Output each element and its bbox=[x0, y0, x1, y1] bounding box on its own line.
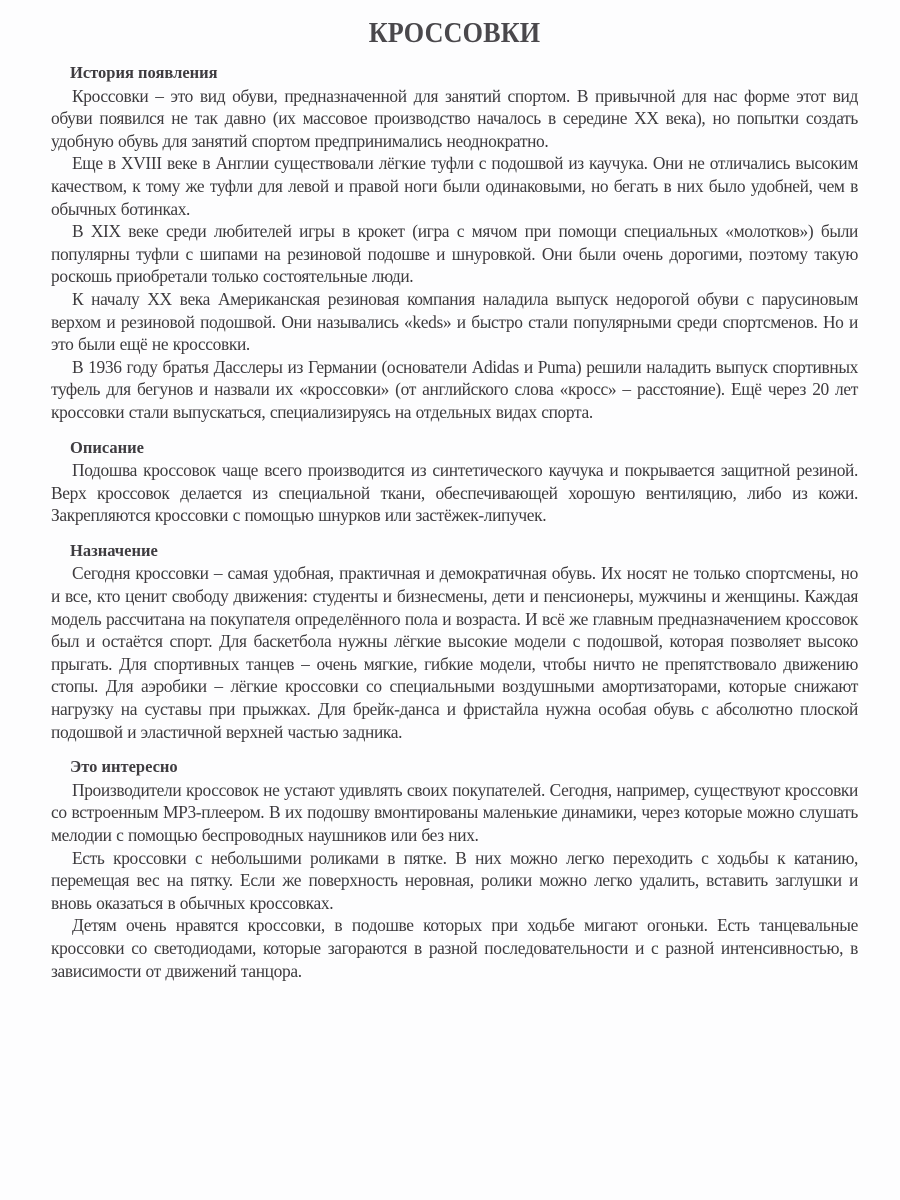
section-interesting bbox=[51, 756, 858, 982]
paragraph: В 1936 году братья Дасслеры из Германии (основатели Adidas и Puma) решили наладить выпуск спортивных туфель для бегунов и назвали их «кроссовки» (от английского слова «кросс» – расстояние). Ещё через 20 лет кроссовки стали выпускаться, специализируясь на отдельных видах спорта. bbox=[51, 356, 858, 422]
paragraph: В XIX веке среди любителей игры в крокет (игра с мячом при помощи специальных «молотков») были популярны туфли с шипами на резиновой подошве и шнуровкой. Они были очень дорогими, поэтому такую роскошь приобретали только состоятельные люди. bbox=[51, 221, 858, 287]
document-page bbox=[51, 0, 858, 982]
section-heading: Описание bbox=[70, 437, 144, 457]
paragraph: Подошва кроссовок чаще всего производится из синтетического каучука и покрывается защитной резиной. Верх кроссовок делается из специальной ткани, обеспечивающей хорошую вентиляцию, либо из кожи. Закрепляются кроссовки с помощью шнурков или застёжек-липучек. bbox=[51, 460, 858, 526]
paragraph: Кроссовки – это вид обуви, предназначенной для занятий спортом. В привычной для нас форме этот вид обуви появился не так давно (их массовое производство началось в середине XX века), но попытки создать удобную обувь для занятий спортом предпринимались неоднократно. bbox=[51, 85, 858, 151]
section-history bbox=[51, 62, 858, 424]
paragraph: Детям очень нравятся кроссовки, в подошве которых при ходьбе мигают огоньки. Есть танцевальные кроссовки со светодиодами, которые загораются в разной последовательности и с разной интенсивностью, в зависимости от движений танцора. bbox=[51, 915, 858, 981]
section-heading: Это интересно bbox=[70, 757, 178, 777]
paragraph: Есть кроссовки с небольшими роликами в пятке. В них можно легко переходить с ходьбы к катанию, перемещая вес на пятку. Если же поверхность неровная, ролики можно легко удалить, вставить заглушки и вновь оказаться в обычных кроссовках. bbox=[51, 847, 858, 913]
page-title: КРОССОВКИ bbox=[368, 17, 541, 49]
paragraph: Сегодня кроссовки – самая удобная, практичная и демократичная обувь. Их носят не только спортсмены, но и все, кто ценит свободу движения: студенты и бизнесмены, дети и пенсионеры, мужчины и женщины. Каждая модель рассчитана на покупателя определённого пола и возраста. И всё же главным предназначением кроссовок был и остаётся спорт. Для баскетбола нужны лёгкие высокие модели с подошвой, которая позволяет высоко прыгать. Для спортивных танцев – очень мягкие, гибкие модели, чтобы ничто не препятствовало движению стопы. Для аэробики – лёгкие кроссовки со специальными воздушными амортизаторами, которые снижают нагрузку на суставы при прыжках. Для брейк-данса и фристайла нужна особая обувь с абсолютно плоской подошвой и эластичной верхней частью задника. bbox=[51, 563, 858, 742]
paragraph: Еще в XVIII веке в Англии существовали лёгкие туфли с подошвой из каучука. Они не отличались высоким качеством, к тому же туфли для левой и правой ноги были одинаковыми, но бегать в них было удобней, чем в обычных ботинках. bbox=[51, 153, 858, 219]
paragraph: К началу XX века Американская резиновая компания наладила выпуск недорогой обуви с парусиновым верхом и резиновой подошвой. Они назывались «keds» и быстро стали популярными среди спортсменов. Но и это были ещё не кроссовки. bbox=[51, 288, 858, 355]
section-heading: История появления bbox=[70, 63, 218, 82]
section-description bbox=[51, 437, 858, 527]
section-purpose bbox=[51, 540, 858, 743]
section-heading: Назначение bbox=[70, 540, 158, 560]
paragraph: Производители кроссовок не устают удивлять своих покупателей. Сегодня, например, существуют кроссовки со встроенным MP3-плеером. В их подошву вмонтированы маленькие динамики, через которые можно слушать мелодии с помощью беспроводных наушников или без них. bbox=[51, 779, 858, 845]
